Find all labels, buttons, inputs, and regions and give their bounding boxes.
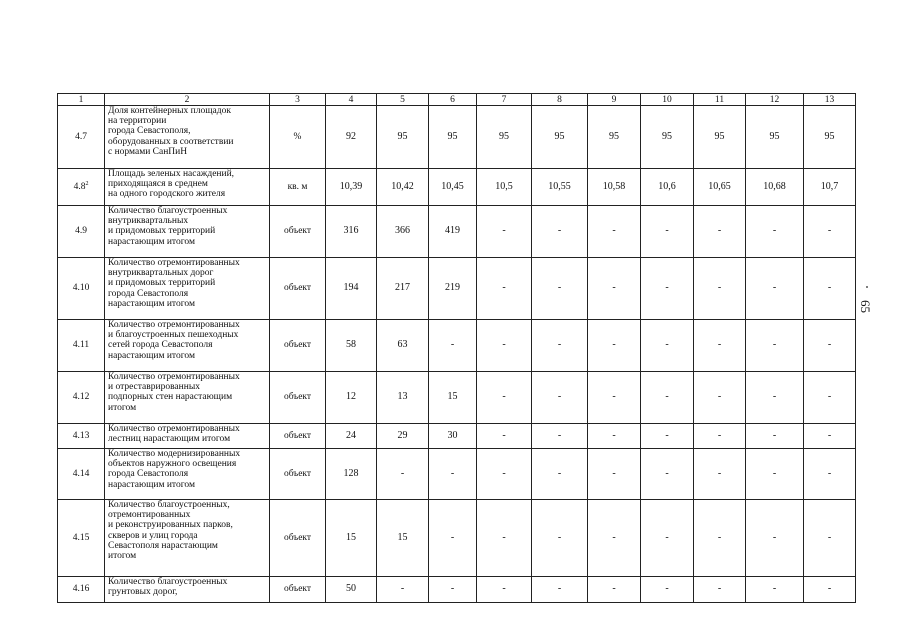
value-cell: 217 (377, 258, 429, 320)
row-number (58, 424, 105, 449)
value-cell: - (532, 372, 588, 424)
indicator-description (105, 424, 270, 449)
row-number-text: 4.9 (75, 226, 87, 237)
value-cell: - (588, 577, 641, 603)
indicator-description (105, 372, 270, 424)
row-number (58, 169, 105, 206)
value-cell: - (532, 577, 588, 603)
value-cell: 13 (377, 372, 429, 424)
value-cell: - (588, 372, 641, 424)
value-cell: - (588, 449, 641, 500)
table-row (58, 449, 856, 500)
unit-cell: объект (270, 372, 326, 424)
value-cell: - (588, 320, 641, 372)
unit-cell: объект (270, 500, 326, 577)
value-cell: 10,45 (429, 169, 477, 206)
indicator-description-text: Доля контейнерных площадок на территории города Севастополя, оборудованных в соответствии с нормами СанПиН (108, 106, 234, 157)
footnote-mark: 2 (85, 180, 89, 187)
row-number-text: 4.10 (72, 283, 90, 294)
value-cell: - (588, 258, 641, 320)
value-cell: 50 (326, 577, 377, 603)
value-cell: - (477, 424, 532, 449)
header-cell: 1 (58, 94, 105, 106)
value-cell: - (804, 258, 856, 320)
value-cell: - (694, 258, 746, 320)
value-cell: - (429, 449, 477, 500)
indicator-description (105, 106, 270, 169)
row-number (58, 577, 105, 603)
row-number-text: 4.7 (75, 131, 87, 142)
table-body (58, 94, 856, 603)
unit-cell: % (270, 106, 326, 169)
value-cell: - (694, 577, 746, 603)
value-cell: - (694, 449, 746, 500)
value-cell: - (746, 372, 804, 424)
indicator-description-text: Количество благоустроенных внутриквартальных и придомовых территорий нарастающим итогом (108, 206, 228, 247)
header-cell: 7 (477, 94, 532, 106)
value-cell: 95 (377, 106, 429, 169)
indicator-description (105, 169, 270, 206)
header-cell: 10 (641, 94, 694, 106)
table-row (58, 500, 856, 577)
value-cell: 15 (326, 500, 377, 577)
value-cell: 366 (377, 206, 429, 258)
value-cell: - (694, 320, 746, 372)
value-cell: 58 (326, 320, 377, 372)
value-cell: - (694, 372, 746, 424)
value-cell: - (746, 320, 804, 372)
header-cell: 12 (746, 94, 804, 106)
value-cell: 419 (429, 206, 477, 258)
unit-cell: объект (270, 424, 326, 449)
value-cell: - (532, 258, 588, 320)
value-cell: 95 (588, 106, 641, 169)
header-cell: 11 (694, 94, 746, 106)
value-cell: 95 (477, 106, 532, 169)
indicator-description (105, 258, 270, 320)
value-cell: 10,6 (641, 169, 694, 206)
value-cell: - (429, 577, 477, 603)
value-cell: - (429, 500, 477, 577)
value-cell: - (804, 320, 856, 372)
table-row (58, 206, 856, 258)
unit-cell: объект (270, 258, 326, 320)
row-number-text: 4.11 (72, 340, 90, 351)
header-cell: 4 (326, 94, 377, 106)
value-cell: 63 (377, 320, 429, 372)
value-cell: - (746, 206, 804, 258)
row-number (58, 206, 105, 258)
value-cell: - (804, 206, 856, 258)
row-number-text: 4.14 (72, 468, 90, 479)
value-cell: - (746, 424, 804, 449)
value-cell: - (588, 206, 641, 258)
header-cell: 2 (105, 94, 270, 106)
indicator-description-text: Количество отремонтированных и благоустроенных пешеходных сетей города Севастополя нарастающим итогом (108, 320, 240, 361)
value-cell: 24 (326, 424, 377, 449)
value-cell: - (477, 206, 532, 258)
value-cell: - (477, 372, 532, 424)
value-cell: - (641, 372, 694, 424)
value-cell: 95 (694, 106, 746, 169)
value-cell: - (804, 449, 856, 500)
indicator-description (105, 206, 270, 258)
table-row (58, 372, 856, 424)
header-cell: 5 (377, 94, 429, 106)
value-cell: - (641, 206, 694, 258)
row-number (58, 372, 105, 424)
value-cell: - (429, 320, 477, 372)
value-cell: - (532, 500, 588, 577)
unit-cell: объект (270, 320, 326, 372)
header-cell: 3 (270, 94, 326, 106)
indicator-description (105, 449, 270, 500)
unit-cell: объект (270, 206, 326, 258)
table-row (58, 169, 856, 206)
row-number-text: 4.12 (72, 392, 90, 403)
value-cell: - (804, 500, 856, 577)
row-number-text: 4.15 (72, 532, 90, 543)
row-number-text: 4.13 (72, 430, 90, 441)
table-row (58, 320, 856, 372)
indicator-description (105, 320, 270, 372)
row-number (58, 449, 105, 500)
value-cell: - (532, 206, 588, 258)
value-cell: 10,65 (694, 169, 746, 206)
value-cell: - (746, 577, 804, 603)
value-cell: 316 (326, 206, 377, 258)
indicator-description (105, 577, 270, 603)
value-cell: 15 (429, 372, 477, 424)
row-number (58, 106, 105, 169)
indicator-description-text: Количество благоустроенных, отремонтированных и реконструированных парков, скверов и улиц города Севастополя нарастающим итогом (108, 500, 233, 562)
unit-cell: кв. м (270, 169, 326, 206)
indicator-description-text: Количество отремонтированных внутриквартальных дорог и придомовых территорий города Севастополя нарастающим итогом (108, 258, 240, 309)
value-cell: 92 (326, 106, 377, 169)
value-cell: - (641, 577, 694, 603)
row-number (58, 500, 105, 577)
value-cell: 95 (532, 106, 588, 169)
value-cell: - (477, 500, 532, 577)
unit-cell: объект (270, 449, 326, 500)
page-number: 65 (858, 300, 873, 313)
value-cell: - (477, 258, 532, 320)
value-cell: 95 (804, 106, 856, 169)
value-cell: 29 (377, 424, 429, 449)
value-cell: - (377, 577, 429, 603)
value-cell: 95 (641, 106, 694, 169)
value-cell: 10,55 (532, 169, 588, 206)
indicator-description-text: Количество благоустроенных грунтовых дорог, (108, 577, 228, 598)
indicator-description (105, 500, 270, 577)
value-cell: 219 (429, 258, 477, 320)
header-row (58, 94, 856, 106)
value-cell: 128 (326, 449, 377, 500)
value-cell: - (746, 449, 804, 500)
value-cell: 10,5 (477, 169, 532, 206)
value-cell: 10,68 (746, 169, 804, 206)
value-cell: - (641, 449, 694, 500)
indicator-description-text: Количество отремонтированных лестниц нарастающим итогом (108, 424, 240, 445)
value-cell: - (641, 320, 694, 372)
row-number (58, 320, 105, 372)
value-cell: - (532, 449, 588, 500)
value-cell: - (477, 577, 532, 603)
value-cell: 10,7 (804, 169, 856, 206)
header-cell: 6 (429, 94, 477, 106)
value-cell: 194 (326, 258, 377, 320)
value-cell: - (804, 577, 856, 603)
header-cell: 8 (532, 94, 588, 106)
value-cell: 10,58 (588, 169, 641, 206)
value-cell: - (532, 320, 588, 372)
value-cell: - (477, 449, 532, 500)
value-cell: - (532, 424, 588, 449)
value-cell: - (804, 424, 856, 449)
value-cell: - (641, 424, 694, 449)
value-cell: 12 (326, 372, 377, 424)
value-cell: 30 (429, 424, 477, 449)
indicator-description-text: Площадь зеленых насаждений, приходящаяся в среднем на одного городского жителя (108, 169, 235, 200)
row-number-text: 4.8 (73, 181, 86, 192)
value-cell: - (588, 500, 641, 577)
value-cell: 95 (746, 106, 804, 169)
unit-cell: объект (270, 577, 326, 603)
table-row (58, 258, 856, 320)
value-cell: - (641, 258, 694, 320)
table-row (58, 106, 856, 169)
value-cell: - (694, 424, 746, 449)
scan-speck (866, 286, 868, 288)
value-cell: - (588, 424, 641, 449)
indicator-description-text: Количество модернизированных объектов наружного освещения города Севастополя нарастающим итогом (108, 449, 241, 490)
value-cell: - (746, 258, 804, 320)
table-row (58, 577, 856, 603)
header-cell: 9 (588, 94, 641, 106)
row-number-text: 4.16 (72, 584, 90, 595)
indicator-description-text: Количество отремонтированных и отреставрированных подпорных стен нарастающим итогом (108, 372, 240, 413)
value-cell: - (377, 449, 429, 500)
value-cell: 95 (429, 106, 477, 169)
value-cell: - (477, 320, 532, 372)
indicator-table (57, 93, 856, 603)
value-cell: 10,42 (377, 169, 429, 206)
value-cell: 10,39 (326, 169, 377, 206)
header-cell: 13 (804, 94, 856, 106)
value-cell: - (694, 206, 746, 258)
table-row (58, 424, 856, 449)
value-cell: - (804, 372, 856, 424)
value-cell: - (746, 500, 804, 577)
value-cell: 15 (377, 500, 429, 577)
value-cell: - (694, 500, 746, 577)
value-cell: - (641, 500, 694, 577)
row-number (58, 258, 105, 320)
